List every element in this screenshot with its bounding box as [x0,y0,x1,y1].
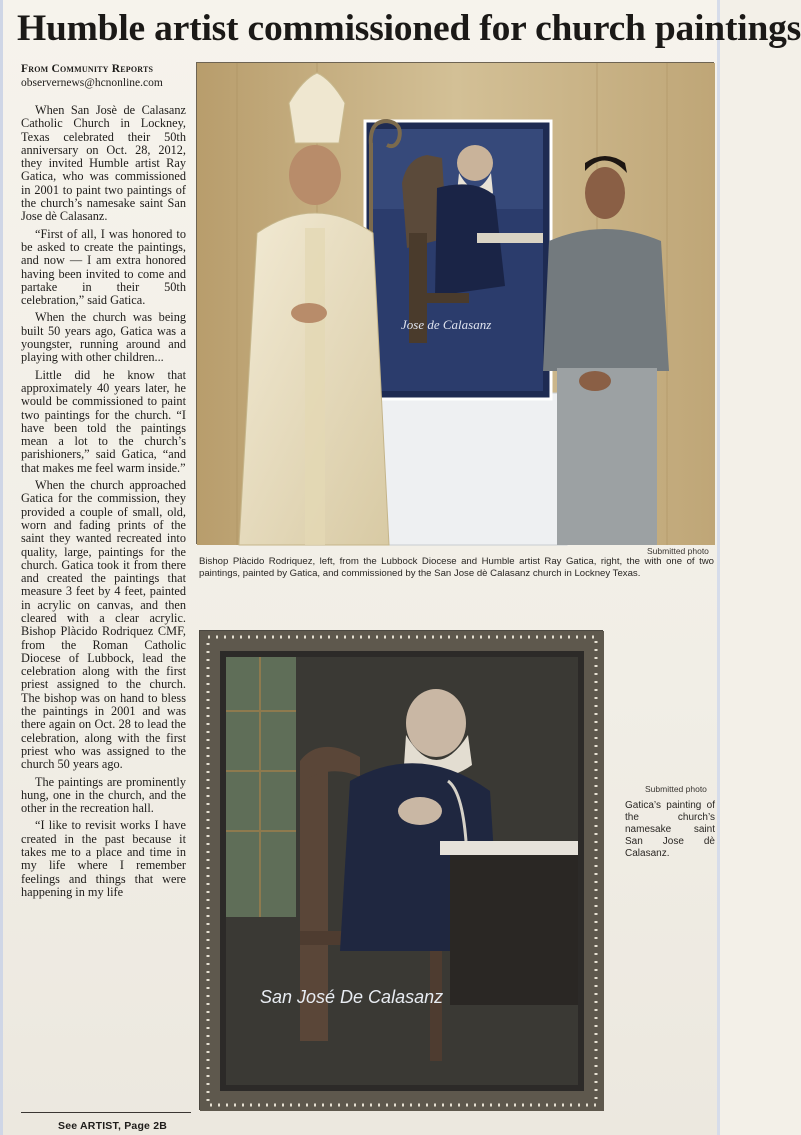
photo1-caption: Bishop Plàcido Rodriquez, left, from the Lubbock Diocese and Humble artist Ray Gatica, right, the with one of two paintings, painted by Gatica, and commissioned by the San Jose dè Calasanz church in Lockney Texas. [199,556,714,579]
byline [21,62,191,90]
photo2-caption: Gatica’s painting of the church’s namesake saint San Jose dè Calasanz. [625,800,715,859]
article-paragraph: When the church approached Gatica for the commission, they provided a couple of small, old, worn and fading prints of the saint they wanted recreated into quality, large, paintings for the church. Gatica took it from there and created the paintings that measure 3 feet by 4 feet, painted in acrylic on canvas, and then cleared with a clear acrylic. Bishop Plàcido Rodriquez CMF, from the Roman Catholic Diocese of Lubbock, lead the celebration along with the first priest assigned to the church. The bishop was on hand to bless the paintings in 2001 and was there again on Oct. 28 to lead the celebration, along with the first priest who was assigned to the church 50 years ago. [21,478,186,772]
article-paragraph: When the church was being built 50 years ago, Gatica was a youngster, running around and playing with other children... [21,310,186,365]
painting-photo [199,630,603,1110]
article-paragraph: “First of all, I was honored to be asked to create the paintings, and now — I am extra honored having been invited to come and partake in their 50th celebration,” said Gatica. [21,226,186,308]
column-bottom-rule [21,1112,191,1113]
article-paragraph: When San Josè de Calasanz Catholic Church in Lockney, Texas celebrated their 50th anniversary on Oct. 28, 2012, they invited Humble artist Ray Gatica, who was commissioned in 2001 to paint two paintings of the church’s namesake saint San Jose dè Calasanz. [21,103,186,224]
painting-photo-illustration [200,631,604,1111]
byline-email: observernews@hcnonline.com [21,77,163,89]
photo2-credit: Submitted photo [645,784,707,794]
article-body [21,104,186,1104]
photo2-painting-signature: San José De Calasanz [260,987,444,1007]
jump-line: See ARTIST, Page 2B [58,1120,168,1132]
event-photo-illustration [197,63,715,545]
photo1-painting-signature: Jose de Calasanz [401,317,492,332]
event-photo [196,62,714,544]
article-paragraph: Little did he know that approximately 40 years later, he would be commissioned to paint two paintings for the church. “I have been told the paintings mean a lot to the church’s parishioners,” said Gatica, “and that makes me feel warm inside.” [21,367,186,475]
article-paragraph: The paintings are prominently hung, one in the church, and the other in the recreation hall. [21,774,186,816]
article-paragraph: “I like to revisit works I have created in the past because it takes me to a place and time in my life where I remember feelings and things that were happening in my life [21,818,186,899]
byline-source: From Community Reports [21,63,154,75]
photo1-credit: Submitted photo [647,546,709,556]
headline: Humble artist commissioned for church paintings [17,8,801,49]
